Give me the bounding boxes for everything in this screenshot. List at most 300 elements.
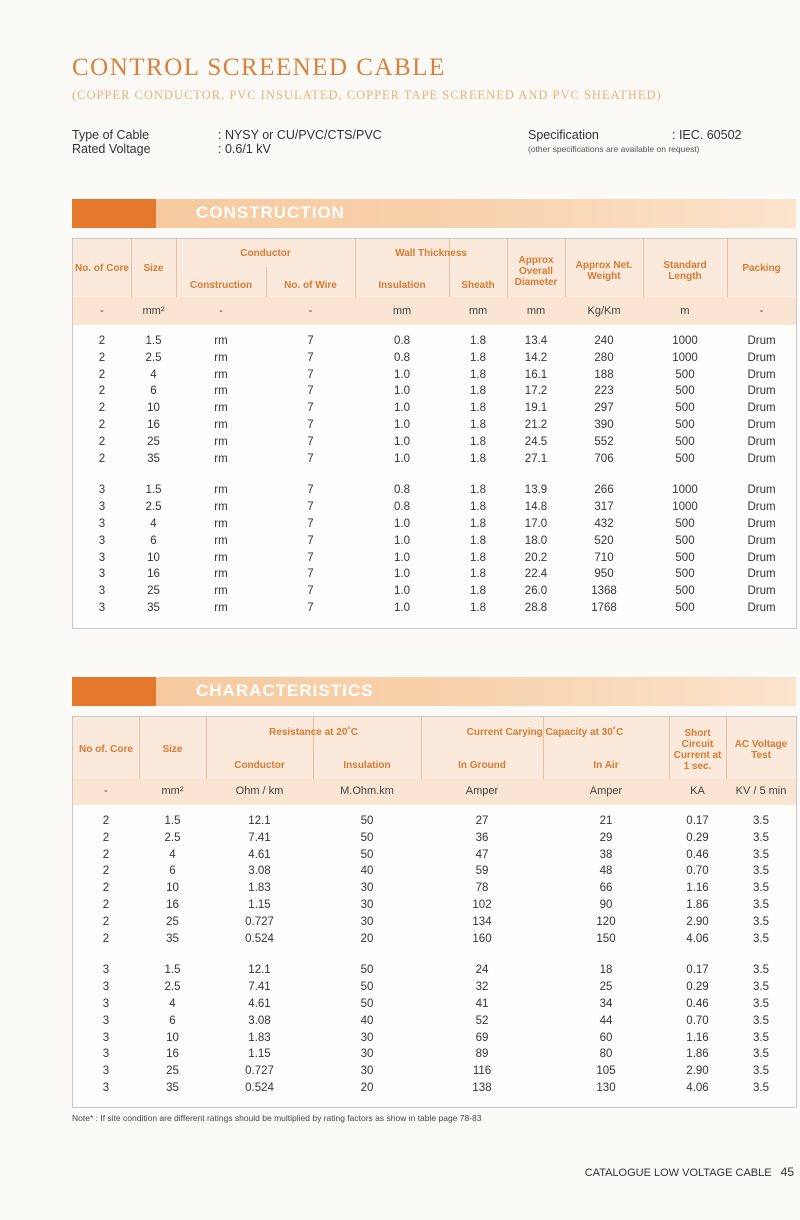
table-cell: 2.90 <box>686 915 709 928</box>
table-cell: 1768 <box>591 602 617 614</box>
table-cell: Drum <box>747 385 776 398</box>
table-cell: 16 <box>166 899 179 911</box>
table-cell: 1.5 <box>164 815 181 827</box>
rated-voltage-label: Rated Voltage <box>72 142 151 156</box>
table-cell: 1.8 <box>470 551 486 564</box>
table-cell: 1.0 <box>394 435 410 448</box>
table-cell: rm <box>214 518 228 530</box>
table-cell: 3.5 <box>753 831 769 844</box>
table-cell: 48 <box>599 865 613 878</box>
table-cell: rm <box>214 335 228 347</box>
table-cell: 3.5 <box>753 964 769 977</box>
table-cell: 390 <box>594 419 614 431</box>
table-cell: 223 <box>594 385 614 398</box>
col-header-packing: Packing <box>742 262 781 274</box>
cable-type-label: Type of Cable <box>72 128 150 142</box>
table-cell: 500 <box>675 435 695 448</box>
table-cell: 1.8 <box>470 435 486 448</box>
table-cell: 41 <box>475 998 489 1010</box>
col-header-insulation: Insulation <box>343 759 391 771</box>
unit-cell: - <box>100 305 104 317</box>
table-cell: 1.0 <box>394 402 410 415</box>
col-header-sheath: Sheath <box>461 279 495 291</box>
table-cell: 16 <box>166 1048 179 1061</box>
table-cell: 0.46 <box>686 998 709 1010</box>
table-cell: 50 <box>360 981 374 994</box>
table-cell: 0.524 <box>245 932 274 945</box>
table-cell: 30 <box>360 1048 374 1061</box>
table-cell: 706 <box>594 452 614 465</box>
table-cell: 10 <box>166 882 179 895</box>
cable-type-value: : NYSY or CU/PVC/CTS/PVC <box>218 128 382 142</box>
table-cell: 3.5 <box>753 882 769 895</box>
table-cell: Drum <box>747 568 776 581</box>
table-cell: 1.8 <box>470 368 486 381</box>
characteristics-table <box>72 716 797 1108</box>
table-cell: 2.5 <box>145 501 162 514</box>
table-cell: 1.83 <box>248 1031 271 1044</box>
table-cell: 2 <box>98 452 106 465</box>
wall-thickness-group-header: Wall Thickness <box>395 247 467 259</box>
table-cell: 3.5 <box>753 1031 769 1044</box>
table-cell: rm <box>214 602 228 614</box>
table-cell: 35 <box>147 602 160 614</box>
table-cell: 1.8 <box>470 419 486 431</box>
table-cell: 3 <box>102 998 110 1010</box>
table-cell: rm <box>214 351 228 364</box>
table-cell: Drum <box>747 335 776 347</box>
table-cell: 3 <box>102 1048 110 1061</box>
table-cell: 1.0 <box>394 368 410 381</box>
table-cell: 7 <box>307 518 314 530</box>
table-cell: 29 <box>599 831 613 844</box>
table-cell: 1.8 <box>470 585 486 598</box>
table-cell: 20.2 <box>524 551 548 564</box>
table-cell: 3 <box>98 534 106 547</box>
table-cell: 2 <box>102 865 110 878</box>
table-cell: 1000 <box>672 335 698 347</box>
catalogue-name: CATALOGUE LOW VOLTAGE CABLE <box>584 1167 772 1179</box>
table-cell: 38 <box>599 848 613 861</box>
table-cell: 7 <box>307 585 314 598</box>
table-cell: 0.8 <box>394 501 410 514</box>
table-cell: 26.0 <box>524 585 548 598</box>
unit-cell: m <box>680 305 690 317</box>
table-cell: 0.29 <box>686 981 709 994</box>
table-cell: 4.06 <box>686 1082 709 1094</box>
table-cell: 500 <box>675 368 695 381</box>
unit-cell: mm² <box>161 785 184 797</box>
table-cell: 28.8 <box>524 602 548 614</box>
characteristics-banner <box>72 677 796 706</box>
table-cell: rm <box>214 419 228 431</box>
table-cell: 0.70 <box>686 865 709 878</box>
table-cell: 2.5 <box>145 351 162 364</box>
table-cell: 150 <box>596 932 616 945</box>
unit-cell: - <box>104 785 108 797</box>
col-header-size: Size <box>162 743 183 755</box>
table-cell: 2 <box>98 368 106 381</box>
table-cell: 10 <box>147 402 160 415</box>
table-cell: 25 <box>166 915 179 928</box>
construction-section-title: CONSTRUCTION <box>196 203 345 222</box>
col-header-diameter: Approx Overall Diameter <box>514 254 558 288</box>
unit-cell: mm² <box>142 305 165 317</box>
table-cell: 2.5 <box>164 831 181 844</box>
table-cell: 317 <box>594 501 614 514</box>
table-cell: rm <box>214 435 228 448</box>
rating-note: Note* : If site condition are different ratings should be multiplied by rating factors as show in table page 78-83 <box>72 1113 482 1123</box>
table-cell: rm <box>214 484 228 497</box>
table-cell: 3.5 <box>753 915 769 928</box>
table-cell: 16 <box>147 419 160 431</box>
table-cell: 24 <box>475 964 489 977</box>
table-cell: 1.83 <box>248 882 271 895</box>
table-cell: 3 <box>98 602 106 614</box>
table-cell: 50 <box>360 964 374 977</box>
col-header-length: Standard Length <box>663 260 707 282</box>
resistance-group-header: Resistance at 20˚C <box>269 726 358 738</box>
table-cell: 52 <box>475 1014 489 1027</box>
table-cell: Drum <box>747 419 776 431</box>
specification-note: (other specifications are available on request) <box>528 144 700 154</box>
current-capacity-group-header: Current Carying Capacity at 30˚C <box>466 726 624 738</box>
table-cell: 1.8 <box>470 484 486 497</box>
table-cell: 7 <box>307 568 314 581</box>
table-cell: 78 <box>475 882 489 895</box>
table-cell: 1.8 <box>470 351 486 364</box>
table-cell: 34 <box>599 998 613 1010</box>
table-cell: 7.41 <box>248 981 271 994</box>
table-cell: 35 <box>166 1082 179 1094</box>
table-cell: 4.61 <box>248 998 271 1010</box>
construction-table <box>72 238 797 629</box>
table-cell: 2 <box>102 815 110 827</box>
table-cell: 30 <box>360 1031 374 1044</box>
table-cell: 7 <box>307 351 314 364</box>
table-cell: 14.8 <box>524 501 548 514</box>
table-cell: 24.5 <box>524 435 548 448</box>
table-cell: 3.5 <box>753 865 769 878</box>
table-cell: 19.1 <box>524 402 548 415</box>
table-cell: rm <box>214 368 228 381</box>
table-cell: Drum <box>747 602 776 614</box>
table-cell: 0.29 <box>686 831 709 844</box>
table-cell: Drum <box>747 534 776 547</box>
table-cell: 40 <box>360 865 374 878</box>
col-header-core: No. of Core <box>75 262 129 274</box>
table-cell: rm <box>214 568 228 581</box>
table-cell: 2 <box>102 899 110 911</box>
table-cell: 10 <box>147 551 160 564</box>
table-cell: 17.2 <box>524 385 548 398</box>
table-cell: 1.0 <box>394 534 410 547</box>
table-cell: 3.5 <box>753 899 769 911</box>
table-cell: 3 <box>98 568 106 581</box>
table-cell: 3.08 <box>248 1014 271 1027</box>
table-cell: 1000 <box>672 351 698 364</box>
table-cell: 1.86 <box>686 1048 709 1061</box>
table-cell: 60 <box>599 1031 613 1044</box>
table-cell: 2 <box>98 435 106 448</box>
table-cell: 1.8 <box>470 534 486 547</box>
table-cell: 500 <box>675 568 695 581</box>
characteristics-section-title: CHARACTERISTICS <box>196 681 374 700</box>
table-cell: 7 <box>307 484 314 497</box>
table-cell: 1.8 <box>470 518 486 530</box>
unit-cell: mm <box>468 305 488 317</box>
table-cell: 0.8 <box>394 335 410 347</box>
table-cell: 0.8 <box>394 484 410 497</box>
column-divider <box>643 239 644 297</box>
conductor-group-header: Conductor <box>240 247 291 259</box>
table-cell: 1.0 <box>394 568 410 581</box>
table-cell: Drum <box>747 368 776 381</box>
table-cell: rm <box>214 402 228 415</box>
table-cell: 3 <box>98 551 106 564</box>
table-cell: 500 <box>675 602 695 614</box>
col-header-core: No of. Core <box>79 743 133 755</box>
table-cell: 3 <box>98 585 106 598</box>
table-cell: rm <box>214 585 228 598</box>
table-cell: 44 <box>599 1014 613 1027</box>
table-cell: 14.2 <box>524 351 548 364</box>
table-cell: 1.8 <box>470 452 486 465</box>
table-cell: 297 <box>594 402 614 415</box>
unit-cell: KA <box>690 785 705 797</box>
table-cell: 2 <box>98 351 106 364</box>
table-cell: 12.1 <box>248 964 271 977</box>
col-header-size: Size <box>143 262 164 274</box>
table-cell: 2 <box>98 419 106 431</box>
table-cell: 35 <box>166 932 179 945</box>
unit-cell: mm <box>392 305 412 317</box>
table-cell: 7 <box>307 335 314 347</box>
table-cell: 21.2 <box>524 419 548 431</box>
banner-accent <box>72 677 156 706</box>
unit-cell: Ohm / km <box>235 785 284 797</box>
table-cell: 30 <box>360 882 374 895</box>
table-cell: 25 <box>166 1065 179 1078</box>
unit-cell: KV / 5 min <box>735 785 787 797</box>
specification-value: : IEC. 60502 <box>672 128 742 142</box>
table-cell: 69 <box>475 1031 489 1044</box>
table-cell: 25 <box>147 585 160 598</box>
table-cell: 1.5 <box>145 484 162 497</box>
column-divider <box>726 717 727 779</box>
table-cell: rm <box>214 551 228 564</box>
table-cell: 22.4 <box>524 568 548 581</box>
table-cell: 7 <box>307 551 314 564</box>
table-cell: 2 <box>102 831 110 844</box>
banner-accent <box>72 199 156 228</box>
table-cell: 7 <box>307 602 314 614</box>
table-cell: 500 <box>675 385 695 398</box>
table-cell: 18 <box>599 964 613 977</box>
table-cell: 6 <box>150 534 157 547</box>
page-footer <box>585 1165 794 1179</box>
table-cell: 7 <box>307 368 314 381</box>
table-cell: 7 <box>307 385 314 398</box>
table-cell: 1.8 <box>470 385 486 398</box>
table-cell: 1.0 <box>394 452 410 465</box>
specification-label: Specification <box>528 128 599 142</box>
table-cell: 27.1 <box>524 452 548 465</box>
table-cell: 3 <box>102 964 110 977</box>
construction-banner <box>72 199 796 228</box>
table-cell: 80 <box>599 1048 613 1061</box>
unit-cell: Amper <box>589 785 623 797</box>
table-cell: 1000 <box>672 501 698 514</box>
unit-cell: mm <box>526 305 546 317</box>
table-cell: 6 <box>169 1014 176 1027</box>
table-cell: 16 <box>147 568 160 581</box>
table-cell: 0.70 <box>686 1014 709 1027</box>
table-cell: 4 <box>150 518 157 530</box>
table-cell: 1.0 <box>394 518 410 530</box>
table-cell: 16.1 <box>524 368 548 381</box>
table-cell: 2 <box>102 915 110 928</box>
table-cell: 1.8 <box>470 602 486 614</box>
column-divider <box>507 239 508 297</box>
table-cell: 1368 <box>591 585 617 598</box>
table-cell: 13.4 <box>524 335 548 347</box>
table-cell: 0.8 <box>394 351 410 364</box>
table-cell: 30 <box>360 1065 374 1078</box>
col-header-conductor: Conductor <box>234 759 285 771</box>
unit-cell: Amper <box>465 785 499 797</box>
table-cell: 1.5 <box>164 964 181 977</box>
table-cell: Drum <box>747 351 776 364</box>
table-cell: 4 <box>169 998 176 1010</box>
table-cell: 500 <box>675 534 695 547</box>
table-cell: 50 <box>360 848 374 861</box>
table-cell: 1.0 <box>394 419 410 431</box>
table-cell: 266 <box>594 484 614 497</box>
table-cell: 7 <box>307 419 314 431</box>
table-cell: 1.0 <box>394 385 410 398</box>
table-cell: 3.5 <box>753 932 769 945</box>
table-cell: 4 <box>150 368 157 381</box>
table-cell: 7 <box>307 501 314 514</box>
table-cell: 7 <box>307 452 314 465</box>
col-header-short-circuit: Short Circuit Current at 1 sec. <box>673 728 722 772</box>
table-cell: 7 <box>307 402 314 415</box>
table-cell: 30 <box>360 915 374 928</box>
table-cell: 138 <box>472 1082 492 1094</box>
table-cell: 25 <box>599 981 613 994</box>
table-cell: 66 <box>599 882 613 895</box>
table-cell: 2.5 <box>164 981 181 994</box>
table-cell: 500 <box>675 551 695 564</box>
table-cell: 1.15 <box>248 1048 271 1061</box>
table-cell: 1.8 <box>470 501 486 514</box>
col-header-insulation: Insulation <box>378 279 426 291</box>
table-cell: 500 <box>675 419 695 431</box>
unit-cell: Kg/Km <box>587 305 621 317</box>
rated-voltage-value: : 0.6/1 kV <box>218 142 271 156</box>
table-cell: 50 <box>360 998 374 1010</box>
table-cell: 4.61 <box>248 848 271 861</box>
page-subtitle: (COPPER CONDUCTOR, PVC INSULATED, COPPER TAPE SCREENED AND PVC SHEATHED) <box>72 88 662 102</box>
table-cell: Drum <box>747 501 776 514</box>
table-cell: 1.8 <box>470 568 486 581</box>
table-cell: rm <box>214 534 228 547</box>
col-header-ground: In Ground <box>458 759 506 771</box>
table-cell: 0.727 <box>245 915 274 928</box>
table-cell: 7 <box>307 534 314 547</box>
table-cell: 25 <box>147 435 160 448</box>
table-cell: 18.0 <box>524 534 548 547</box>
unit-cell: - <box>219 305 223 317</box>
table-cell: 27 <box>475 815 489 827</box>
table-cell: 3 <box>102 1065 110 1078</box>
table-cell: 0.524 <box>245 1082 274 1094</box>
table-cell: Drum <box>747 402 776 415</box>
table-cell: 120 <box>596 915 616 928</box>
table-cell: 3 <box>98 518 106 530</box>
table-cell: 4.06 <box>686 932 709 945</box>
table-cell: 32 <box>475 981 489 994</box>
table-cell: 500 <box>675 585 695 598</box>
unit-cell: - <box>759 305 764 317</box>
table-cell: 30 <box>360 899 374 911</box>
table-cell: Drum <box>747 435 776 448</box>
table-cell: 1.15 <box>248 899 271 911</box>
table-cell: 280 <box>594 351 614 364</box>
table-cell: 2.90 <box>686 1065 709 1078</box>
table-cell: 3 <box>102 1014 110 1027</box>
table-cell: 2 <box>102 848 110 861</box>
column-divider <box>565 239 566 297</box>
table-cell: 1.5 <box>145 335 162 347</box>
table-cell: 240 <box>594 335 614 347</box>
table-cell: 21 <box>599 815 613 827</box>
table-cell: 3.5 <box>753 1014 769 1027</box>
table-cell: 2 <box>98 385 106 398</box>
table-cell: 3.5 <box>753 1048 769 1061</box>
table-cell: 1.0 <box>394 585 410 598</box>
table-cell: 17.0 <box>524 518 548 530</box>
table-cell: 89 <box>475 1048 489 1061</box>
table-cell: 0.46 <box>686 848 709 861</box>
table-cell: 59 <box>475 865 489 878</box>
col-header-ac-voltage: AC Voltage Test <box>734 739 788 761</box>
table-cell: Drum <box>747 484 776 497</box>
table-cell: 3.5 <box>753 1082 769 1094</box>
table-cell: 188 <box>594 368 614 381</box>
table-cell: Drum <box>747 585 776 598</box>
table-cell: Drum <box>747 452 776 465</box>
table-cell: rm <box>214 501 228 514</box>
table-cell: 1.8 <box>470 402 486 415</box>
page-title: CONTROL SCREENED CABLE <box>72 54 446 81</box>
table-cell: 13.9 <box>524 484 548 497</box>
table-cell: 1.0 <box>394 551 410 564</box>
table-cell: 50 <box>360 831 374 844</box>
col-header-weight: Approx Net. Weight <box>575 260 633 282</box>
table-cell: 36 <box>475 831 489 844</box>
table-cell: 3.08 <box>248 865 271 878</box>
table-cell: 432 <box>594 518 614 530</box>
table-cell: 552 <box>594 435 614 448</box>
table-cell: 500 <box>675 452 695 465</box>
table-cell: rm <box>214 385 228 398</box>
table-cell: 90 <box>599 899 613 911</box>
table-cell: 20 <box>360 932 374 945</box>
table-cell: 0.17 <box>686 964 709 977</box>
table-cell: 3 <box>102 1031 110 1044</box>
